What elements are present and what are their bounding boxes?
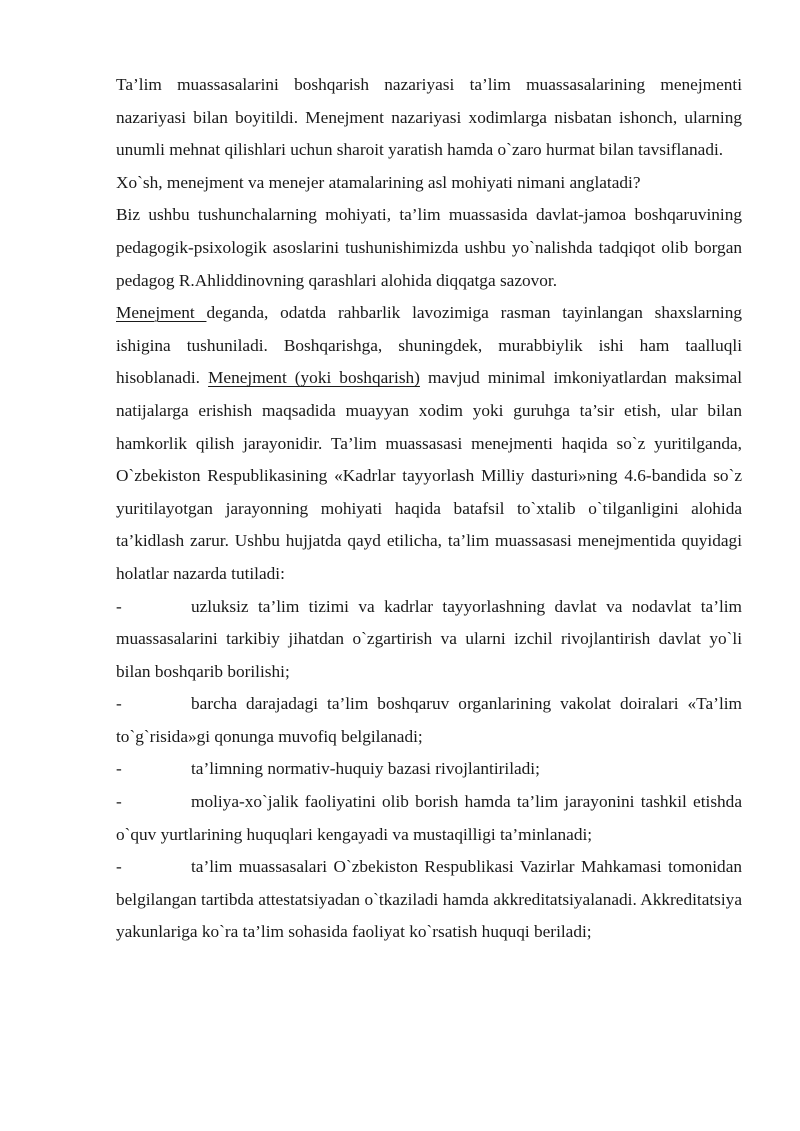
term-menejment: Menejment: [116, 303, 207, 323]
list-item-text: moliya-xo`jalik faoliyatini olib borish hamda ta’lim jarayonini tashkil etishda o`quv yurtlarining huquqlari kengayadi va mustaqilligi ta’minlanadi;: [116, 792, 742, 844]
term-menejment-boshqarish: Menejment (yoki boshqarish): [208, 368, 420, 388]
bullet-dash: -: [116, 759, 122, 779]
paragraph-intro: Ta’lim muassasalarini boshqarish nazariyasi ta’lim muassasalarining menejmenti nazariyasi bilan boyitildi. Menejment nazariyasi xodimlarga nisbatan ishonch, ularning unumli mehnat qilishlari uchun sharoit yaratish hamda o`zaro hurmat bilan tavsiflanadi.: [116, 75, 742, 160]
bullet-dash: -: [116, 857, 122, 877]
document-page: [116, 69, 742, 949]
list-item: [116, 688, 742, 753]
list-item: [116, 753, 742, 786]
list-item-text: barcha darajadagi ta’lim boshqaruv organlarining vakolat doiralari «Ta’lim to`g`risida»gi qonunga muvofiq belgilanadi;: [116, 694, 742, 746]
bullet-dash: -: [116, 694, 122, 714]
paragraph-ahliddinov: Biz ushbu tushunchalarning mohiyati, ta’lim muassasida davlat-jamoa boshqaruvining pedagogik-psixologik asoslarini tushunishimizda ushbu yo`nalishda tadqiqot olib borgan pedagog R.Ahliddinovning qarashlari alohida diqqatga sazovor.: [116, 205, 742, 290]
list-item: [116, 591, 742, 689]
list-item-text: uzluksiz ta’lim tizimi va kadrlar tayyorlashning davlat va nodavlat ta’lim muassasalarini tarkibiy jihatdan o`zgartirish va ularni izchil rivojlantirish davlat yo`li bilan boshqarib borilishi;: [116, 596, 742, 681]
paragraph-question: Xo`sh, menejment va menejer atamalarining asl mohiyati nimani anglatadi?: [116, 172, 641, 192]
list-item-text: ta’lim muassasalari O`zbekiston Respublikasi Vazirlar Mahkamasi tomonidan belgilangan tartibda attestatsiyadan o`tkaziladi hamda akkreditatsiyalanadi. Akkreditatsiya yakunlariga ko`ra ta’lim sohasida faoliyat ko`rsatish huquqi beriladi;: [116, 857, 742, 942]
list-item: [116, 851, 742, 949]
list-item-text: ta’limning normativ-huquiy bazasi rivojlantiriladi;: [191, 759, 540, 779]
list-item: [116, 786, 742, 851]
definition-text-2: mavjud minimal imkoniyatlardan maksimal natijalarga erishish maqsadida muayyan xodim yoki guruhga ta’sir etish, ular bilan hamkorlik qilish jarayonidir. Ta’lim muassasasi menejmenti haqida so`z yuritilganda, O`zbekiston Respublikasining «Kadrlar tayyorlash Milliy dasturi»ning 4.6-bandida so`z yuritilayotgan jarayonning mohiyati haqida batafsil to`xtalib o`tilganligini alohida ta’kidlash zarur. Ushbu hujjatda qayd etilicha, ta’lim muassasasi menejmentida quyidagi holatlar nazarda tutiladi:: [116, 368, 742, 583]
bullet-dash: -: [116, 596, 122, 616]
paragraph-definition: [116, 297, 742, 590]
bullet-dash: -: [116, 792, 122, 812]
definition-text-1: deganda, odatda rahbarlik lavozimiga rasman tayinlangan shaxslarning ishigina tushuniladi. Boshqarishga, shuningdek, murabbiylik ishi ham taalluqli hisoblanadi.: [116, 303, 742, 388]
